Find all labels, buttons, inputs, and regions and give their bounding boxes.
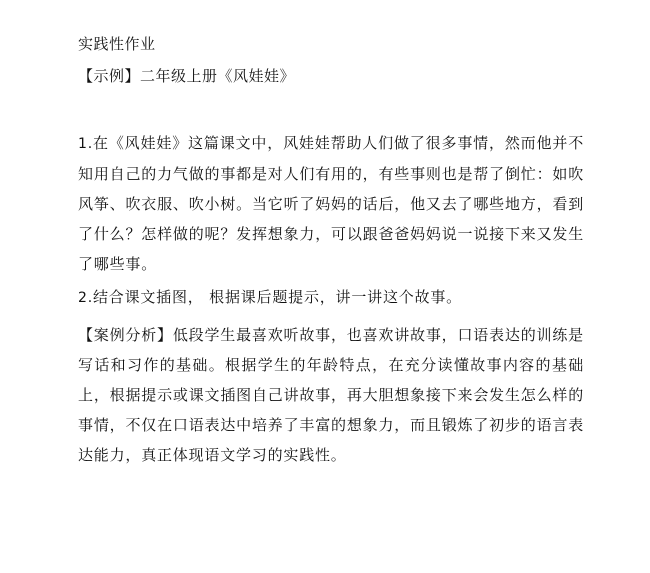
- item-1-text: 在《风娃娃》这篇课文中，风娃娃帮助人们做了很多事情，然而他并不知用自己的力气做的事都是对人们有用的，有些事则也是帮了倒忙：如吹风筝、吹衣服、吹小树。当它听了妈妈的话后，他又去了哪些地方，看到了什么？怎样做的呢？发挥想象力，可以跟爸爸妈妈说一说接下来又发生了哪些事。: [78, 134, 584, 273]
- document-title: 实践性作业: [78, 35, 156, 53]
- item-1-number: 1.: [78, 136, 93, 152]
- case-analysis: [78, 320, 584, 470]
- case-analysis-text: 低段学生最喜欢听故事，也喜欢讲故事，口语表达的训练是写话和习作的基础。根据学生的年龄特点，在充分读懂故事内容的基础上，根据提示或课文插图自己讲故事，再大胆想象接下来会发生怎么样的事情，不仅在口语表达中培养了丰富的想象力，而且锻炼了初步的语言表达能力，真正体现语文学习的实践性。: [78, 326, 584, 464]
- document-page: [78, 34, 584, 470]
- case-analysis-label: 【案例分析】: [78, 326, 173, 344]
- item-2-text: 结合课文插图， 根据课后题提示，讲一讲这个故事。: [92, 288, 462, 306]
- assignment-item-2: [78, 282, 584, 313]
- item-2-number: 2.: [78, 290, 93, 306]
- assignment-item-1: [78, 128, 584, 279]
- example-header: 【示例】二年级上册《风娃娃》: [78, 67, 296, 85]
